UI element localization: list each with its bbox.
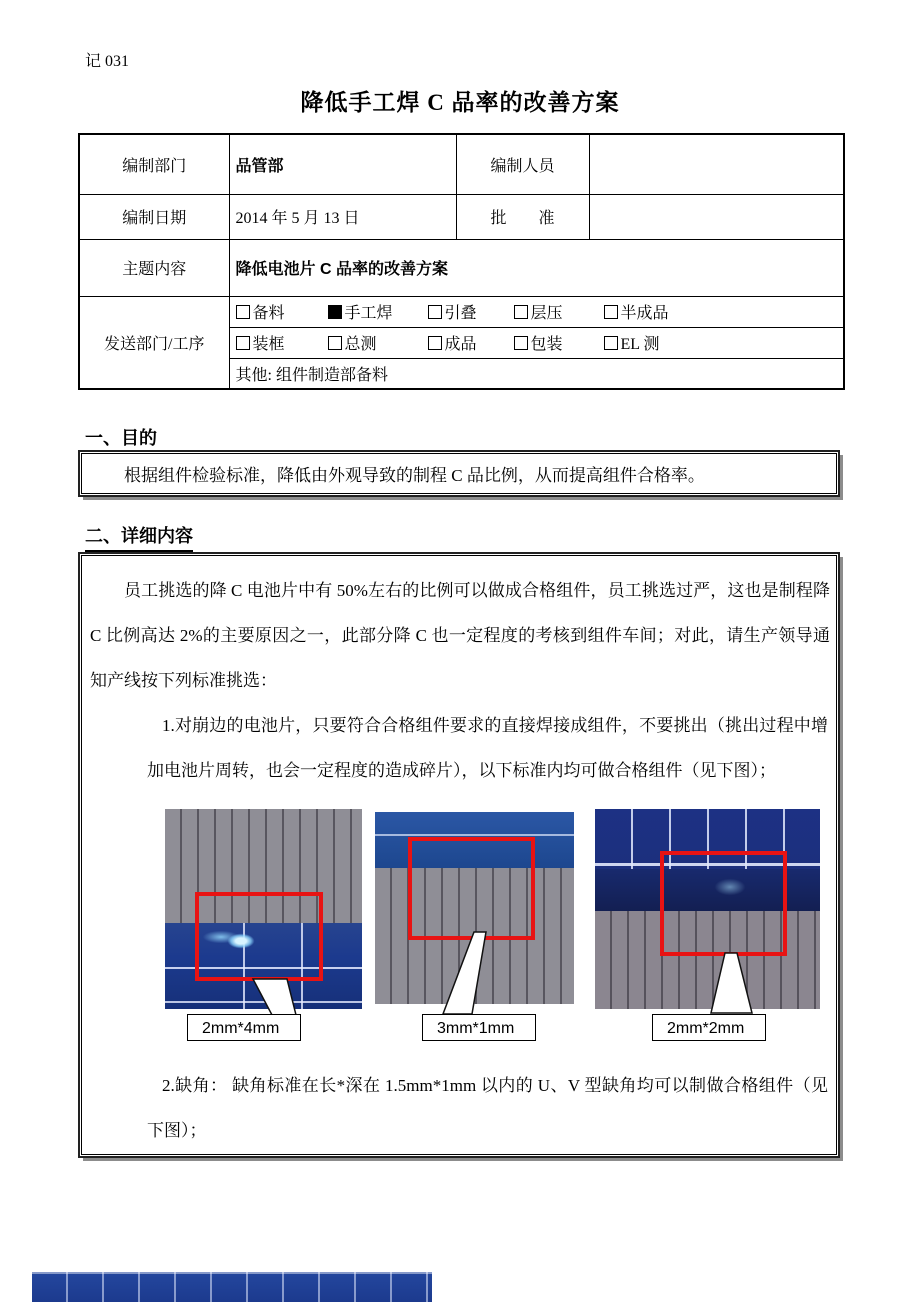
section-heading-detail: 二、详细内容	[85, 522, 193, 552]
detail-box	[78, 552, 840, 1158]
defect-marker-box	[195, 892, 323, 981]
table-row	[79, 296, 844, 327]
cb-baozhuang[interactable]: 包装	[514, 331, 604, 354]
detail-item-2: 2.缺角： 缺角标准在长*深在 1.5mm*1mm 以内的 U、V 型缺角均可以制做合格组件（见下图）；	[147, 1076, 828, 1140]
doc-code: 记 031	[85, 53, 130, 70]
checkbox-icon	[514, 305, 528, 319]
figure-chip-2	[375, 809, 574, 1037]
section-heading-purpose: 一、目的	[85, 424, 157, 454]
checkbox-checked-icon	[328, 305, 342, 319]
size-label: 2mm*4mm	[187, 1014, 301, 1041]
defect-figures	[165, 809, 838, 1051]
value-compile-dept: 品管部	[229, 134, 456, 194]
label-send-dept: 发送部门/工序	[79, 296, 229, 389]
checkbox-icon	[236, 336, 250, 350]
cb-beiliao[interactable]: 备料	[236, 300, 328, 323]
cb-zongce[interactable]: 总测	[328, 331, 428, 354]
cb-shougonghan[interactable]: 手工焊	[328, 300, 428, 323]
figure-chip-1	[165, 809, 362, 1037]
size-label: 3mm*1mm	[422, 1014, 536, 1041]
cell-photo-2	[375, 812, 574, 1004]
cb-banchengpin[interactable]: 半成品	[604, 300, 714, 323]
page-title: 降低手工焊 C 品率的改善方案	[300, 90, 620, 115]
checkbox-icon	[428, 336, 442, 350]
label-approval: 批 准	[456, 194, 589, 239]
checkbox-icon	[514, 336, 528, 350]
checkbox-icon	[236, 305, 250, 319]
purpose-box	[78, 450, 840, 497]
next-figure-fragment	[32, 1272, 432, 1302]
figure-chip-3	[595, 809, 820, 1037]
defect-marker-box	[660, 851, 787, 956]
table-row	[79, 194, 844, 239]
checkbox-icon	[428, 305, 442, 319]
header-info-table	[78, 133, 845, 390]
checkbox-icon	[604, 336, 618, 350]
cb-zhuangkuang[interactable]: 装框	[236, 331, 328, 354]
label-compile-dept: 编制部门	[79, 134, 229, 194]
value-compile-person	[589, 134, 844, 194]
value-compile-date: 2014 年 5 月 13 日	[229, 194, 456, 239]
cb-cengya[interactable]: 层压	[514, 300, 604, 323]
label-compile-person: 编制人员	[456, 134, 589, 194]
purpose-text: 根据组件检验标准，降低由外观导致的制程 C 品比例，从而提高组件合格率。	[124, 466, 705, 485]
process-checkbox-row-1	[229, 296, 844, 327]
value-approval	[589, 194, 844, 239]
value-subject: 降低电池片 C 品率的改善方案	[229, 239, 844, 296]
defect-marker-box	[408, 837, 535, 940]
process-checkbox-row-2	[229, 327, 844, 358]
cell-photo-3	[595, 809, 820, 1009]
table-row	[79, 134, 844, 194]
cb-yindie[interactable]: 引叠	[428, 300, 514, 323]
detail-item-1: 1.对崩边的电池片，只要符合合格组件要求的直接焊接成组件，不要挑出（挑出过程中增加电池片周转，也会一定程度的造成碎片），以下标准内均可做合格组件（见下图）；	[147, 716, 828, 780]
cb-el-ce[interactable]: EL 测	[604, 331, 714, 354]
label-compile-date: 编制日期	[79, 194, 229, 239]
table-row	[79, 239, 844, 296]
detail-intro: 员工挑选的降 C 电池片中有 50%左右的比例可以做成合格组件，员工挑选过严，这也是制程降 C 比例高达 2%的主要原因之一，此部分降 C 也一定程度的考核到组件车间；对此，请生产领导通知产线按下列标准挑选：	[90, 581, 830, 690]
label-subject: 主题内容	[79, 239, 229, 296]
checkbox-icon	[328, 336, 342, 350]
checkbox-icon	[604, 305, 618, 319]
size-label: 2mm*2mm	[652, 1014, 766, 1041]
other-process: 其他: 组件制造部备料	[229, 358, 844, 389]
cell-photo-1	[165, 809, 362, 1009]
cb-chengpin[interactable]: 成品	[428, 331, 514, 354]
